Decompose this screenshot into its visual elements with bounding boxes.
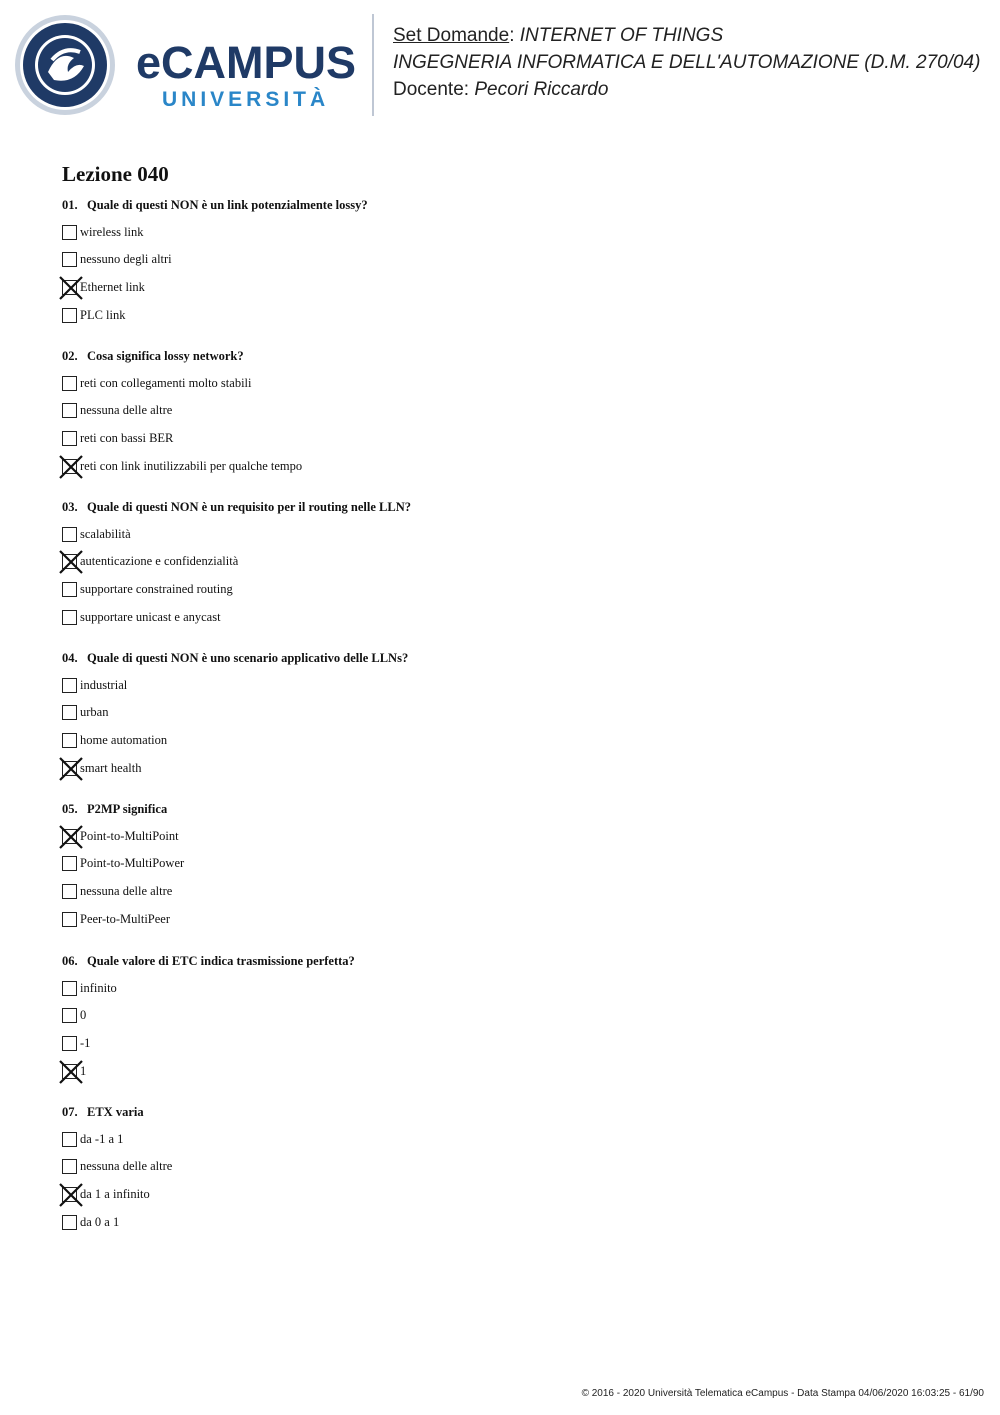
answer-label: -1 <box>80 1036 91 1050</box>
answer-checkbox[interactable] <box>62 610 77 625</box>
answer-label: Ethernet link <box>80 280 145 294</box>
answer-checkbox[interactable] <box>62 527 77 542</box>
question-title <box>62 954 355 969</box>
question-number: 04. <box>62 651 78 665</box>
brand-wordmark: eCAMPUS <box>136 37 357 88</box>
question-title <box>62 198 368 213</box>
answer-checkbox[interactable] <box>62 431 77 446</box>
set-label: Set Domande <box>393 25 510 46</box>
answer-checkbox[interactable] <box>62 1215 77 1230</box>
answer-label: nessuna delle altre <box>80 403 173 417</box>
answer-checkbox[interactable] <box>62 1159 77 1174</box>
answer-checkbox[interactable] <box>62 761 77 776</box>
answer-label: reti con link inutilizzabili per qualche tempo <box>80 459 303 473</box>
answer-checkbox[interactable] <box>62 376 77 391</box>
question-number: 06. <box>62 954 78 968</box>
answer-label: Peer-to-MultiPeer <box>80 912 171 926</box>
answer-label: smart health <box>80 761 142 775</box>
teacher-line <box>393 76 980 103</box>
answer-label: 0 <box>80 1008 87 1022</box>
answer-checkbox[interactable] <box>62 1008 77 1023</box>
question-text: Quale di questi NON è uno scenario applicativo delle LLNs? <box>87 651 409 665</box>
answer-checkbox[interactable] <box>62 225 77 240</box>
answer-checkbox[interactable] <box>62 252 77 267</box>
question-text: Quale di questi NON è un requisito per il routing nelle LLN? <box>87 500 411 514</box>
answer-label: home automation <box>80 733 168 747</box>
answer-checkbox[interactable] <box>62 884 77 899</box>
answer-label: infinito <box>80 981 117 995</box>
answer-checkbox[interactable] <box>62 1064 77 1079</box>
answer-label: da 0 a 1 <box>80 1215 120 1229</box>
answer-checkbox[interactable] <box>62 1132 77 1147</box>
answer-checkbox[interactable] <box>62 459 77 474</box>
answer-label: Point-to-MultiPoint <box>80 829 179 843</box>
answer-label: Point-to-MultiPower <box>80 856 185 870</box>
answer-label: reti con collegamenti molto stabili <box>80 376 252 390</box>
answer-checkbox[interactable] <box>62 678 77 693</box>
answer-checkbox[interactable] <box>62 856 77 871</box>
answer-label: reti con bassi BER <box>80 431 174 445</box>
question-text: ETX varia <box>87 1105 144 1119</box>
answer-label: nessuna delle altre <box>80 884 173 898</box>
answer-label: nessuna delle altre <box>80 1159 173 1173</box>
question-number: 07. <box>62 1105 78 1119</box>
answer-checkbox[interactable] <box>62 1036 77 1051</box>
answer-label: autenticazione e confidenzialità <box>80 554 239 568</box>
question-number: 01. <box>62 198 78 212</box>
question-text: Quale di questi NON è un link potenzialmente lossy? <box>87 198 368 212</box>
answer-checkbox[interactable] <box>62 912 77 927</box>
set-value: INTERNET OF THINGS <box>519 25 724 46</box>
answer-checkbox[interactable] <box>62 280 77 295</box>
question-title <box>62 802 167 817</box>
course-line <box>393 49 980 76</box>
answer-label: supportare constrained routing <box>80 582 233 596</box>
answer-label: supportare unicast e anycast <box>80 610 221 624</box>
header-divider <box>372 14 374 116</box>
university-seal-icon <box>14 14 116 116</box>
answer-label: da -1 a 1 <box>80 1132 124 1146</box>
answer-checkbox[interactable] <box>62 554 77 569</box>
answer-label: wireless link <box>80 225 144 239</box>
question-title <box>62 349 244 364</box>
lesson-title: Lezione 040 <box>62 162 169 186</box>
answer-checkbox[interactable] <box>62 705 77 720</box>
answer-label: urban <box>80 705 109 719</box>
page-footer: © 2016 - 2020 Università Telematica eCampus - Data Stampa 04/06/2020 16:03:25 - 61/90 <box>581 1388 984 1399</box>
question-number: 02. <box>62 349 78 363</box>
answer-label: nessuno degli altri <box>80 252 172 266</box>
header-info <box>393 22 980 103</box>
ecampus-logo <box>14 14 359 116</box>
brand-subtitle: UNIVERSITÀ <box>162 88 330 111</box>
answer-checkbox[interactable] <box>62 1187 77 1202</box>
answer-checkbox[interactable] <box>62 582 77 597</box>
question-text: Cosa significa lossy network? <box>87 349 244 363</box>
answer-label: da 1 a infinito <box>80 1187 150 1201</box>
teacher-label: Docente: <box>393 79 470 100</box>
answer-checkbox[interactable] <box>62 733 77 748</box>
answer-checkbox[interactable] <box>62 308 77 323</box>
question-title <box>62 651 408 666</box>
answer-label: PLC link <box>80 308 126 322</box>
question-title <box>62 500 411 515</box>
answer-checkbox[interactable] <box>62 981 77 996</box>
question-number: 05. <box>62 802 78 816</box>
answer-label: scalabilità <box>80 527 131 541</box>
teacher-name: Pecori Riccardo <box>474 79 609 100</box>
answer-label: 1 <box>80 1064 87 1078</box>
answer-checkbox[interactable] <box>62 829 77 844</box>
answer-label: industrial <box>80 678 128 692</box>
course-name: INGEGNERIA INFORMATICA E DELL'AUTOMAZIONE (D.M. 270/04) <box>393 52 981 73</box>
question-title <box>62 1105 144 1120</box>
question-text: P2MP significa <box>87 802 168 816</box>
answer-checkbox[interactable] <box>62 403 77 418</box>
question-number: 03. <box>62 500 78 514</box>
set-line: Set Domande: INTERNET OF THINGS <box>393 25 724 46</box>
question-text: Quale valore di ETC indica trasmissione perfetta? <box>87 954 355 968</box>
